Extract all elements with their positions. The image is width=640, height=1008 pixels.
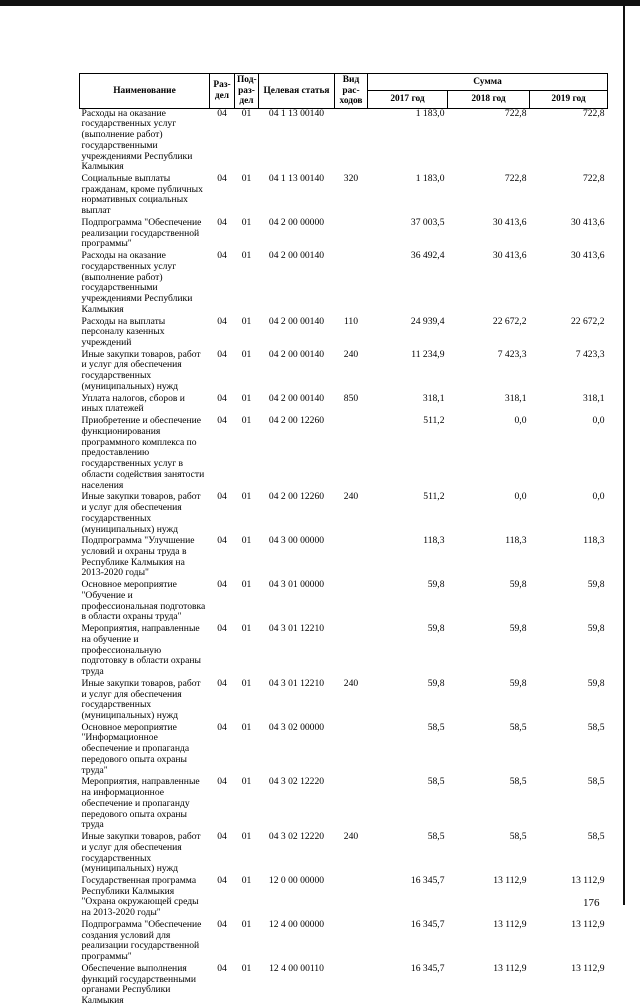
cell-subsection: 01 bbox=[241, 721, 252, 733]
cell-name: Иные закупки товаров, работ и услуг для обеспечения государственных (муниципальных) нужд bbox=[81, 831, 201, 875]
cell-target-article: 04 3 01 12210 bbox=[268, 623, 325, 635]
cell-amount-2017: 1 183,0 bbox=[368, 108, 448, 174]
header-year-2017: 2017 год bbox=[368, 91, 448, 108]
cell-amount-2019: 118,3 bbox=[583, 535, 605, 547]
cell-amount-2018: 0,0 bbox=[514, 491, 527, 503]
cell-section: 04 bbox=[217, 875, 227, 886]
header-year-2019: 2019 год bbox=[530, 91, 608, 108]
cell-target-article: 04 3 02 12220 bbox=[268, 776, 325, 788]
cell-amount-2017: 58,5 bbox=[427, 721, 445, 733]
cell-subsection: 01 bbox=[241, 875, 252, 886]
cell-name: Обеспечение выполнения функций государственными органами Республики Калмыкия bbox=[81, 962, 196, 1007]
cell-section: 04 bbox=[217, 392, 227, 404]
cell-amount-2018: 118,3 bbox=[505, 535, 527, 547]
cell-subsection: 01 bbox=[241, 962, 252, 974]
cell-amount-2017: 59,8 bbox=[427, 623, 445, 635]
cell-target-article: 12 4 00 00000 bbox=[268, 918, 325, 930]
cell-amount-2017: 318,1 bbox=[422, 392, 445, 404]
cell-amount-2017: 11 234,9 bbox=[411, 348, 445, 360]
cell-name: Государственная программа Республики Калмыкия "Охрана окружающей среды на 2013-2020 годы" bbox=[81, 875, 199, 919]
cell-section: 04 bbox=[217, 348, 227, 360]
cell-amount-2017: 58,5 bbox=[427, 831, 445, 843]
cell-name: Социальные выплаты гражданам, кроме публичных нормативных социальных выплат bbox=[81, 173, 203, 217]
cell-amount-2018: 722,8 bbox=[504, 173, 527, 184]
cell-expense-type: 850 bbox=[343, 392, 359, 404]
cell-name: Иные закупки товаров, работ и услуг для обеспечения государственных (муниципальных) нужд bbox=[81, 491, 201, 535]
header-sum: Сумма bbox=[368, 74, 608, 91]
cell-section: 04 bbox=[210, 108, 235, 174]
table-row bbox=[80, 174, 608, 218]
cell-amount-2019: 0,0 bbox=[592, 415, 605, 427]
cell-name: Расходы на оказание государственных услуг (выполнение работ) государственными учреждениями Республики Калмыкия bbox=[81, 250, 193, 315]
table-row bbox=[80, 251, 608, 316]
cell-name: Приобретение и обеспечение функционирования программного комплекса по предоставлению государственных услуг в области содействия занятости населения bbox=[81, 415, 205, 491]
cell-name: Подпрограмма "Обеспечение реализации государственной программы" bbox=[81, 216, 202, 250]
cell-amount-2018: 13 112,9 bbox=[493, 875, 527, 886]
header-expense-type: Вид рас-ходов bbox=[335, 74, 368, 109]
cell-amount-2019: 30 413,6 bbox=[570, 216, 605, 228]
cell-subsection: 01 bbox=[235, 108, 259, 174]
header-target-article: Целевая статья bbox=[259, 74, 335, 109]
cell-expense-type bbox=[335, 964, 368, 1008]
cell-section: 04 bbox=[217, 250, 227, 262]
cell-section: 04 bbox=[217, 415, 227, 427]
cell-expense-type: 320 bbox=[343, 173, 359, 184]
cell-amount-2018: 59,8 bbox=[509, 579, 527, 591]
cell-amount-2018: 13 112,9 bbox=[493, 962, 527, 974]
table-header bbox=[80, 74, 608, 109]
cell-amount-2019: 13 112,9 bbox=[571, 918, 605, 930]
cell-subsection: 01 bbox=[241, 623, 252, 635]
cell-target-article: 04 2 00 00140 bbox=[268, 348, 325, 360]
table-row bbox=[80, 920, 608, 964]
cell-expense-type bbox=[335, 108, 368, 174]
cell-name: Основное мероприятие "Обучение и профессиональная подготовка в области охраны труда" bbox=[81, 579, 206, 623]
header-subsection: Под-раз-дел bbox=[235, 74, 259, 109]
cell-amount-2017: 511,2 bbox=[423, 415, 445, 427]
cell-section: 04 bbox=[217, 962, 227, 974]
cell-subsection: 01 bbox=[241, 491, 252, 503]
cell-subsection: 01 bbox=[241, 918, 252, 930]
cell-amount-2017: 16 345,7 bbox=[410, 875, 445, 886]
table-row bbox=[80, 580, 608, 624]
cell-amount-2019: 59,8 bbox=[587, 623, 605, 635]
cell-target-article: 04 2 00 00140 bbox=[268, 250, 325, 262]
table-row bbox=[80, 108, 608, 174]
cell-target-article: 04 2 00 00000 bbox=[268, 216, 325, 228]
cell-amount-2019: 59,8 bbox=[587, 579, 605, 591]
cell-name: Мероприятия, направленные на информационное обеспечение и пропаганду передового опыта охраны труда bbox=[81, 776, 200, 831]
cell-target-article: 04 2 00 12260 bbox=[268, 491, 325, 503]
cell-section: 04 bbox=[217, 677, 227, 689]
cell-target-article: 04 1 13 00140 bbox=[259, 108, 335, 174]
cell-amount-2018: 30 413,6 bbox=[492, 216, 527, 228]
cell-section: 04 bbox=[217, 173, 227, 184]
table-body bbox=[80, 108, 608, 1008]
cell-expense-type: 240 bbox=[343, 831, 359, 843]
cell-expense-type: 110 bbox=[343, 315, 359, 327]
cell-expense-type bbox=[335, 536, 368, 580]
cell-amount-2017: 59,8 bbox=[427, 579, 445, 591]
cell-amount-2018: 59,8 bbox=[509, 677, 527, 689]
cell-target-article: 12 4 00 00110 bbox=[269, 962, 324, 974]
cell-amount-2019: 722,8 bbox=[582, 173, 605, 184]
cell-section: 04 bbox=[217, 491, 227, 503]
cell-target-article: 04 3 00 00000 bbox=[268, 535, 325, 547]
cell-subsection: 01 bbox=[241, 579, 252, 591]
cell-expense-type: 240 bbox=[343, 491, 359, 503]
cell-target-article: 12 0 00 00000 bbox=[268, 875, 325, 886]
cell-section: 04 bbox=[217, 216, 227, 228]
cell-expense-type: 240 bbox=[343, 677, 359, 689]
cell-amount-2017: 24 939,4 bbox=[410, 315, 445, 327]
cell-amount-2019: 22 672,2 bbox=[570, 315, 605, 327]
cell-target-article: 04 3 01 00000 bbox=[268, 579, 325, 591]
cell-amount-2019: 13 112,9 bbox=[571, 875, 605, 886]
page-number: 176 bbox=[583, 897, 600, 909]
cell-subsection: 01 bbox=[241, 216, 252, 228]
cell-section: 04 bbox=[217, 315, 227, 327]
cell-amount-2019: 318,1 bbox=[582, 392, 605, 404]
cell-amount-2017: 59,8 bbox=[427, 677, 445, 689]
cell-subsection: 01 bbox=[241, 415, 252, 427]
cell-amount-2017: 37 003,5 bbox=[410, 216, 445, 228]
cell-target-article: 04 1 13 00140 bbox=[268, 173, 325, 184]
cell-amount-2019: 722,8 bbox=[530, 108, 608, 174]
table-row bbox=[80, 777, 608, 832]
cell-section: 04 bbox=[217, 918, 227, 930]
cell-amount-2018: 58,5 bbox=[509, 721, 527, 733]
cell-section: 04 bbox=[217, 623, 227, 635]
header-section: Раз-дел bbox=[210, 74, 235, 109]
cell-section: 04 bbox=[217, 776, 227, 788]
cell-expense-type bbox=[335, 920, 368, 964]
cell-subsection: 01 bbox=[241, 348, 252, 360]
cell-name: Иные закупки товаров, работ и услуг для обеспечения государственных (муниципальных) нужд bbox=[81, 677, 201, 721]
table-row bbox=[80, 832, 608, 876]
table-row bbox=[80, 416, 608, 492]
cell-amount-2018: 58,5 bbox=[509, 776, 527, 788]
cell-amount-2019: 58,5 bbox=[587, 776, 605, 788]
cell-amount-2017: 16 345,7 bbox=[410, 918, 445, 930]
cell-target-article: 04 3 01 12210 bbox=[268, 677, 325, 689]
cell-amount-2017: 36 492,4 bbox=[410, 250, 445, 262]
cell-amount-2017: 511,2 bbox=[423, 491, 445, 503]
budget-table bbox=[79, 73, 608, 1008]
top-border-line bbox=[0, 0, 640, 6]
cell-section: 04 bbox=[217, 535, 227, 547]
cell-section: 04 bbox=[217, 831, 227, 843]
cell-amount-2019: 58,5 bbox=[587, 831, 605, 843]
cell-amount-2018: 722,8 bbox=[448, 108, 530, 174]
cell-amount-2019: 13 112,9 bbox=[571, 962, 605, 974]
table-row bbox=[80, 317, 608, 350]
cell-expense-type bbox=[335, 723, 368, 778]
cell-expense-type bbox=[335, 777, 368, 832]
cell-subsection: 01 bbox=[241, 315, 252, 327]
table-row bbox=[80, 723, 608, 778]
cell-amount-2018: 30 413,6 bbox=[492, 250, 527, 262]
cell-name: Подпрограмма "Обеспечение создания условий для реализации государственной программы" bbox=[81, 918, 202, 963]
cell-subsection: 01 bbox=[241, 776, 252, 788]
cell-amount-2018: 13 112,9 bbox=[493, 918, 527, 930]
cell-amount-2018: 318,1 bbox=[504, 392, 527, 404]
cell-amount-2018: 7 423,3 bbox=[497, 348, 527, 360]
header-name: Наименование bbox=[80, 74, 210, 109]
table-row bbox=[80, 394, 608, 416]
cell-subsection: 01 bbox=[241, 677, 252, 689]
cell-subsection: 01 bbox=[241, 173, 252, 184]
cell-expense-type bbox=[335, 416, 368, 492]
cell-target-article: 04 2 00 00140 bbox=[268, 392, 325, 404]
cell-expense-type bbox=[335, 624, 368, 679]
right-border-line bbox=[623, 6, 625, 905]
cell-amount-2018: 59,8 bbox=[509, 623, 527, 635]
table-row bbox=[80, 536, 608, 580]
cell-amount-2019: 7 423,3 bbox=[575, 348, 605, 360]
cell-amount-2017: 118,3 bbox=[423, 535, 445, 547]
cell-name: Уплата налогов, сборов и иных платежей bbox=[81, 392, 185, 415]
table-row bbox=[80, 492, 608, 536]
table-row bbox=[80, 876, 608, 920]
cell-amount-2018: 0,0 bbox=[514, 415, 527, 427]
cell-subsection: 01 bbox=[241, 250, 252, 262]
cell-target-article: 04 2 00 12260 bbox=[268, 415, 325, 427]
cell-amount-2017: 58,5 bbox=[427, 776, 445, 788]
table-row bbox=[80, 218, 608, 251]
cell-amount-2019: 59,8 bbox=[587, 677, 605, 689]
cell-section: 04 bbox=[217, 721, 227, 733]
table-row bbox=[80, 679, 608, 723]
table-row bbox=[80, 624, 608, 679]
cell-subsection: 01 bbox=[241, 535, 252, 547]
cell-name: Основное мероприятие "Информационное обеспечение и пропаганда передового опыта охраны труда" bbox=[81, 721, 190, 776]
cell-expense-type bbox=[335, 251, 368, 316]
table-row bbox=[80, 350, 608, 394]
cell-target-article: 04 3 02 12220 bbox=[268, 831, 325, 843]
cell-amount-2017: 16 345,7 bbox=[410, 962, 445, 974]
cell-amount-2019: 58,5 bbox=[587, 721, 605, 733]
table-row bbox=[80, 964, 608, 1008]
cell-expense-type bbox=[335, 218, 368, 251]
cell-target-article: 04 3 02 00000 bbox=[268, 721, 325, 733]
cell-amount-2018: 22 672,2 bbox=[492, 315, 527, 327]
header-year-2018: 2018 год bbox=[448, 91, 530, 108]
cell-amount-2019: 0,0 bbox=[592, 491, 605, 503]
cell-name: Иные закупки товаров, работ и услуг для обеспечения государственных (муниципальных) нужд bbox=[81, 348, 201, 392]
cell-amount-2018: 58,5 bbox=[509, 831, 527, 843]
cell-amount-2017: 1 183,0 bbox=[415, 173, 445, 184]
cell-name: Подпрограмма "Улучшение условий и охраны труда в Республике Калмыкия на 2013-2020 годы" bbox=[81, 535, 195, 579]
cell-amount-2019: 30 413,6 bbox=[570, 250, 605, 262]
cell-section: 04 bbox=[217, 579, 227, 591]
cell-expense-type bbox=[335, 876, 368, 920]
cell-subsection: 01 bbox=[241, 831, 252, 843]
cell-name: Расходы на выплаты персоналу казенных учреждений bbox=[81, 315, 166, 349]
cell-subsection: 01 bbox=[241, 392, 252, 404]
cell-expense-type: 240 bbox=[343, 348, 359, 360]
cell-expense-type bbox=[335, 580, 368, 624]
cell-name: Расходы на оказание государственных услуг (выполнение работ) государственными учреждениями Республики Калмыкия bbox=[80, 108, 210, 174]
cell-target-article: 04 2 00 00140 bbox=[268, 315, 325, 327]
cell-name: Мероприятия, направленные на обучение и профессиональную подготовку в области охраны труда bbox=[81, 623, 201, 678]
